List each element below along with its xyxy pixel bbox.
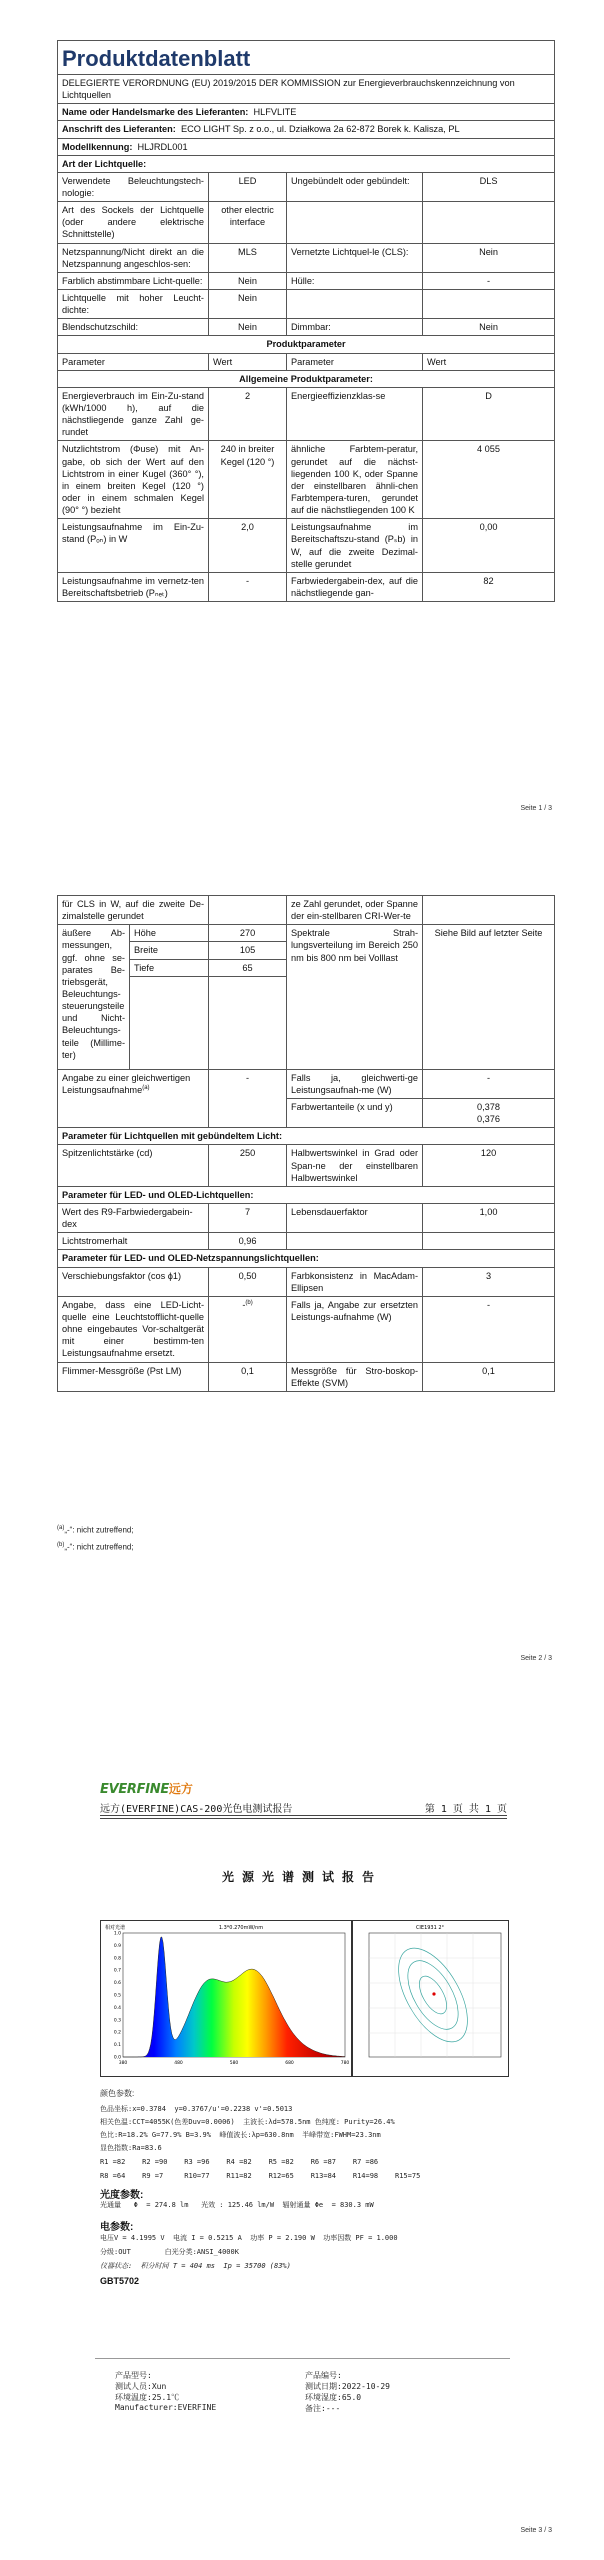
table-row: Verwendete Beleuchtungstech-nologie: LED Ungebündelt oder gebündelt: DLS	[58, 172, 555, 201]
y-tick-label: 0.3	[113, 2018, 121, 2024]
color-ratio: 色比:R=18.2% G=77.9% B=3.9% 峰值波长:λp=630.8nm 半峰带宽:FWHM=23.3nm	[100, 2131, 381, 2139]
report-page-count: 第 1 页 共 1 页	[424, 1804, 507, 1815]
standard: GBT5702	[100, 2276, 140, 2286]
model-row: Modellkennung: HLJRDL001	[58, 138, 555, 155]
y-tick-label: 0.9	[113, 1943, 121, 1949]
spectrum-title-left: 相对光谱	[105, 1925, 126, 1931]
cie-svg	[353, 1921, 508, 2076]
footnote-b: $^{(b)}$„-“: nicht zutreffend;	[57, 1542, 134, 1552]
y-tick-label: 0.8	[113, 1956, 121, 1962]
footer-rule	[95, 2358, 510, 2359]
color-temperature: 相关色温:CCT=4055K(色差Duv=0.0006) 主波长:λd=578.5nm 色纯度: Purity=26.4%	[100, 2118, 395, 2126]
supplier-name-row: Name oder Handelsmarke des Lieferanten: HLFVLITE	[58, 104, 555, 121]
y-tick-label: 0.0	[113, 2055, 121, 2061]
y-tick-label: 1.0	[113, 1931, 121, 1937]
table-row: Lichtstromerhalt 0,96	[58, 1233, 555, 1250]
page-number: Seite 3 / 3	[520, 2527, 552, 2534]
table-row: Blendschutzschild: Nein Dimmbar: Nein	[58, 319, 555, 336]
type-header: Art der Lichtquelle:	[58, 155, 555, 172]
footer-left: 产品型号: 测试人员:Xun 环境温度:25.1℃ Manufacturer:EVERFINE	[115, 2371, 217, 2412]
mls-header: Parameter für LED- und OLED-Netzspannungslichtquellen:	[58, 1250, 555, 1267]
chromaticity-point	[432, 1992, 435, 1995]
cie-title: CIE1931 2°	[415, 1925, 445, 1931]
report-title: 光源光谱测试报告	[221, 1870, 382, 1884]
color-params-title: 颜色参数:	[100, 2089, 135, 2098]
cri-values-1: R1 =82 R2 =90 R3 =96 R4 =82 R5 =82 R6 =87 R7 =86	[100, 2158, 379, 2166]
table-row: Angabe zu einer gleichwertigen Leistungsaufnahme$^{(a)}$ - Falls ja, gleichwerti-ge Leistungsaufnah-me (W) -	[58, 1069, 555, 1098]
y-tick-label: 0.2	[113, 2030, 121, 2036]
table-row: Lichtquelle mit hoher Leucht-dichte: Nein	[58, 290, 555, 319]
page-2	[0, 870, 604, 1690]
table-row: Energieverbrauch im Ein-Zu-stand (kWh/1000 h), auf die nächstliegende ganze Zahl ge-rundet 2 Energieeffizienzklas-se D	[58, 387, 555, 441]
y-tick-label: 0.7	[113, 1968, 121, 1974]
spectrum-chart	[100, 1920, 352, 2077]
table-row: Wert des R9-Farbwiedergabein-dex 7 Lebensdauerfaktor 1,00	[58, 1203, 555, 1232]
led-header: Parameter für LED- und OLED-Lichtquellen:	[58, 1186, 555, 1203]
table-row: Art des Sockels der Lichtquelle (oder andere elektrische Schnittstelle) other electric interface	[58, 202, 555, 243]
datasheet-table-page1	[57, 40, 555, 602]
classification: 分级:OUT 白光分类:ANSI_4000K	[100, 2248, 239, 2256]
x-tick-label: 680	[285, 2061, 294, 2066]
everfine-logo: EVERFINE远方	[100, 1782, 193, 1797]
header-rule	[100, 1815, 507, 1816]
table-row: Spitzenlichtstärke (cd) 250 Halbwertswinkel in Grad oder Span-ne der einstellbaren Halbwertswinkel 120	[58, 1145, 555, 1186]
table-row: Flimmer-Messgröße (Pst LM) 0,1 Messgröße für Stro-boskop-Effekte (SVM) 0,1	[58, 1362, 555, 1391]
footnote-a: $^{(a)}$„-“: nicht zutreffend;	[57, 1525, 134, 1535]
table-row: äußere Ab-messungen, ggf. ohne se-parates Be-triebsgerät, Beleuchtungs-steuerungsteile und Nicht-Beleuchtungs-teile (Millime-ter) Höhe 270 Spektrale Strah-lungsverteilung im Bereich 250 nm bis 800 nm bei Volllast Siehe Bild auf letzter Seite	[58, 925, 555, 942]
table-row: Verschiebungsfaktor (cos ϕ1) 0,50 Farbkonsistenz in MacAdam-Ellipsen 3	[58, 1267, 555, 1296]
dls-header: Parameter für Lichtquellen mit gebündeltem Licht:	[58, 1128, 555, 1145]
y-tick-label: 0.4	[113, 2005, 121, 2011]
spectrum-curve	[123, 1937, 345, 2057]
table-row: Tiefe 65	[58, 959, 555, 976]
table-row: für CLS in W, auf die zweite De-zimalstelle gerundet ze Zahl gerundet, oder Spanne der ein-stellbaren CRI-Wer-te	[58, 896, 555, 925]
y-tick-label: 0.6	[113, 1981, 121, 1987]
datasheet-table-page2	[57, 895, 555, 1392]
page-1	[0, 0, 604, 820]
spectrum-title: 1.3*0.270mW/nm	[218, 1925, 264, 1931]
y-tick-label: 0.5	[113, 1993, 121, 1999]
x-tick-label: 380	[118, 2061, 128, 2066]
spectrum-svg	[101, 1921, 351, 2076]
cie-diagram	[352, 1920, 509, 2077]
footer-right: 产品编号: 测试日期:2022-10-29 环境湿度:65.0 备注:---	[305, 2371, 390, 2413]
general-header: Allgemeine Produktparameter:	[58, 370, 555, 387]
table-row: Angabe, dass eine LED-Licht-quelle eine Leuchtstofflicht-quelle ohne eingebautes Vor-schaltgerät mit einer bestimm-ten Leistungsaufnahme ersetzt. -$^{(b)}$ Falls ja, Angabe zur ersetzten Leistungs-aufnahme (W) -	[58, 1296, 555, 1362]
document-title: Produktdatenblatt	[58, 41, 555, 75]
dimensions-label: äußere Ab-messungen, ggf. ohne se-parates Be-triebsgerät, Beleuchtungs-steuerungsteile und Nicht-Beleuchtungs-teile (Millime-ter)	[58, 925, 130, 1069]
photometric-title: 光度参数:	[100, 2190, 144, 2201]
photometric-values: 光通量 Φ = 274.8 lm 光效 : 125.46 lm/W 辐射通量 Φe = 830.3 mW	[100, 2201, 374, 2209]
color-coordinates: 色品坐标:x=0.3784 y=0.3767/u'=0.2238 v'=0.5013	[100, 2105, 293, 2113]
params-header: Produktparameter	[58, 336, 555, 353]
cri-values-2: R8 =64 R9 =7 R10=77 R11=82 R12=65 R13=84 R14=98 R15=75	[100, 2172, 421, 2180]
supplier-address-row: Anschrift des Lieferanten: ECO LIGHT Sp. z o.o., ul. Działkowa 2a 62-872 Borek k. Kalisza, PL	[58, 121, 555, 138]
page-number: Seite 1 / 3	[520, 805, 552, 812]
table-row: Farblich abstimmbare Licht-quelle: Nein Hülle: -	[58, 272, 555, 289]
page-number: Seite 2 / 3	[520, 1655, 552, 1662]
table-row: Breite 105	[58, 942, 555, 959]
y-tick-label: 0.1	[113, 2043, 121, 2049]
x-tick-label: 580	[229, 2061, 239, 2066]
electrical-values: 电压V = 4.1995 V 电流 I = 0.5215 A 功率 P = 2.190 W 功率因数 PF = 1.000	[100, 2234, 398, 2242]
electrical-title: 电参数:	[100, 2222, 134, 2233]
table-row: Leistungsaufnahme im Ein-Zu-stand (Pₒₙ) in W 2,0 Leistungsaufnahme im Bereitschaftszu-stand (Pₛb) in W, auf die zweite Dezimal-stelle gerundet 0,00	[58, 519, 555, 573]
header-rule	[100, 1818, 507, 1819]
table-row: Farbwertanteile (x und y) 0,378 0,376	[58, 1098, 555, 1127]
x-tick-label: 780	[340, 2061, 350, 2066]
table-row: Netzspannung/Nicht direkt an die Netzspannung angeschlos-sen: MLS Vernetzte Lichtquel-le (CLS): Nein	[58, 243, 555, 272]
instrument-status: 仪器状态: 积分时间 T = 404 ms Ip = 35700 (83%)	[100, 2262, 291, 2270]
column-header-row: Parameter Wert Parameter Wert	[58, 353, 555, 370]
color-rendering-index: 显色指数:Ra=83.6	[100, 2144, 162, 2152]
table-row: Nutzlichtstrom (Φuse) mit An-gabe, ob sich der Wert auf den Lichtstrom in einer Kugel (360° °), in einem breiten Kegel (120 °) oder in einem schmalen Kegel (90° °) bezieht 240 in breiter Kegel (120 °) ähnliche Farbtem-peratur, gerundet auf die nächst-liegenden 100 K, oder Spanne der einstellbaren ähnli-chen Farbtempera-turen, gerundet auf die nächstliegenden 100 K 4 055	[58, 441, 555, 519]
x-tick-label: 480	[174, 2061, 183, 2066]
table-row: Leistungsaufnahme im vernetz-ten Bereitschaftsbetrieb (Pₙₑₜ) - Farbwiedergabein-dex, auf die nächstliegende gan- 82	[58, 572, 555, 601]
report-header-title: 远方(EVERFINE)CAS-200光色电测试报告	[100, 1804, 293, 1815]
report-header	[100, 1800, 507, 1815]
regulation-text: DELEGIERTE VERORDNUNG (EU) 2019/2015 DER KOMMISSION zur Energieverbrauchskennzeichnung von Lichtquellen	[58, 75, 555, 104]
